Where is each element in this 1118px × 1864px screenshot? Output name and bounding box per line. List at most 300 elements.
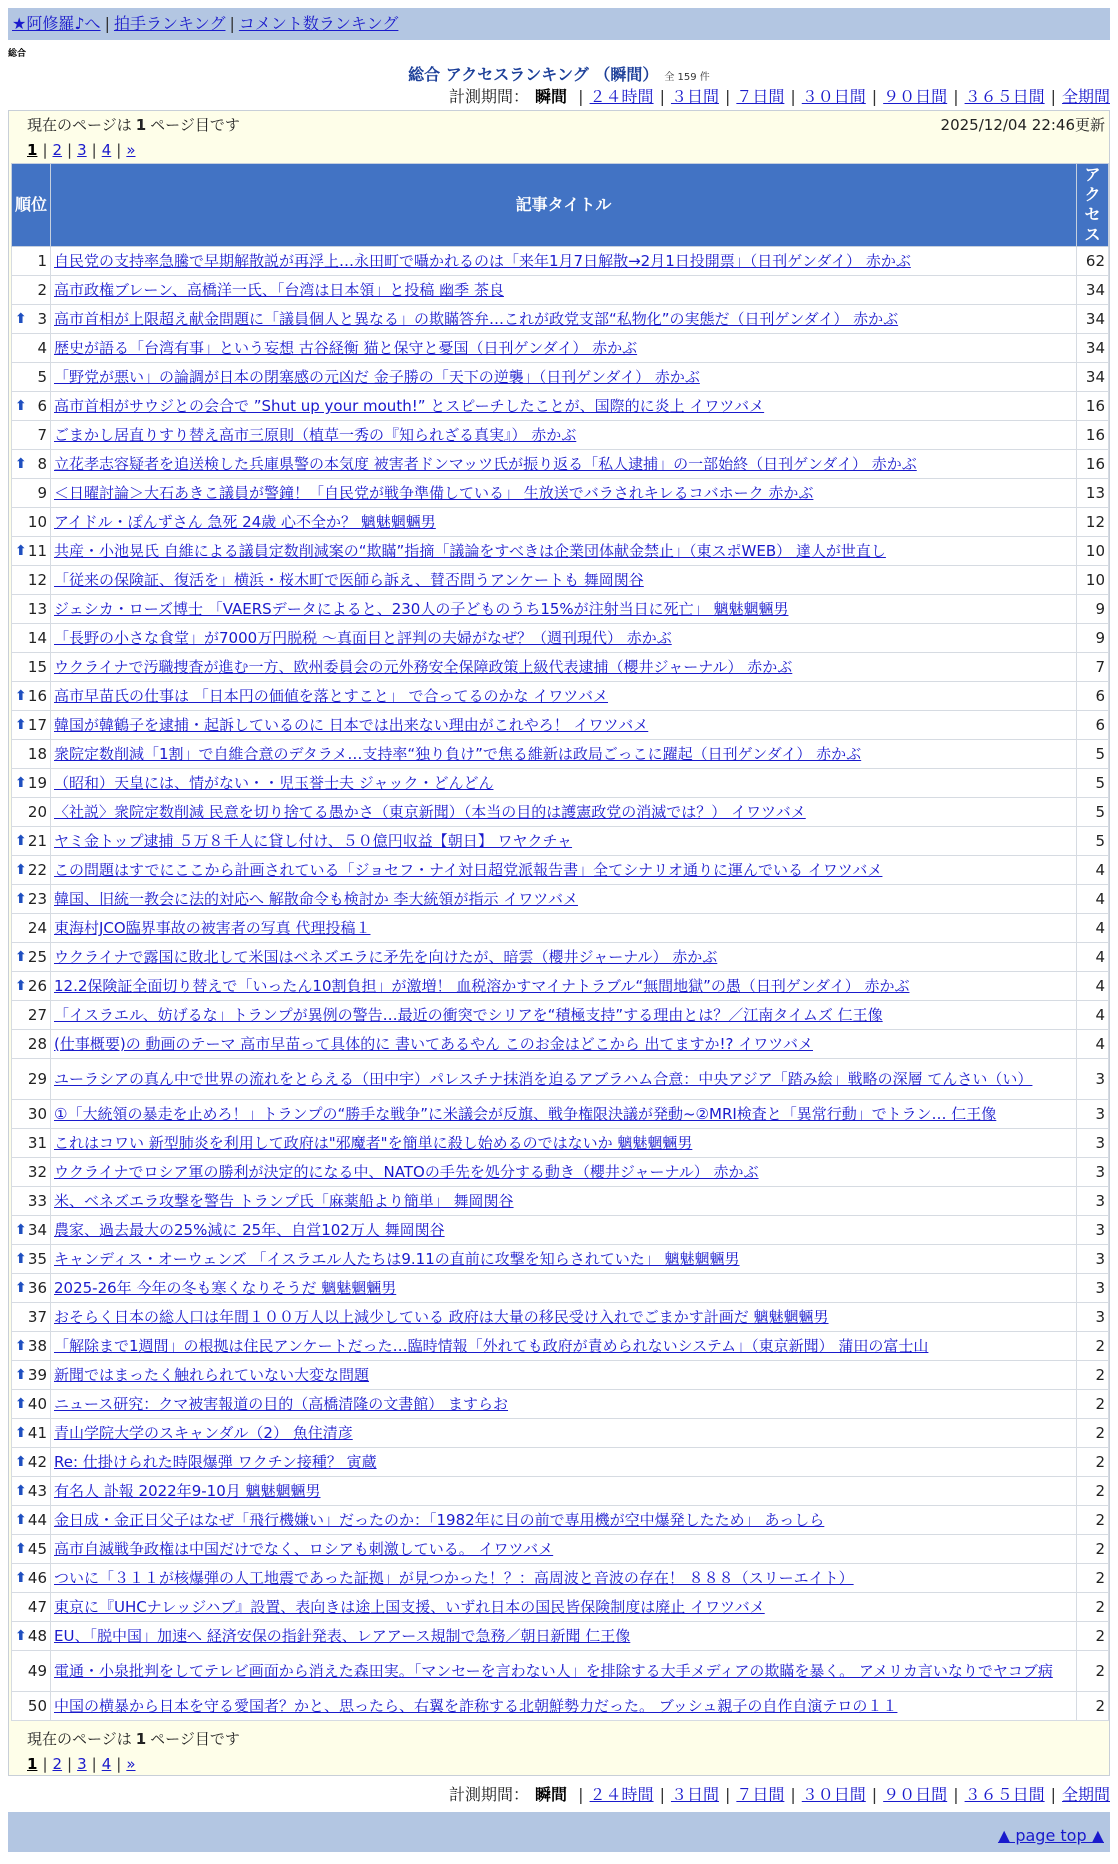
table-row bbox=[12, 653, 1109, 682]
rank-number: 30 bbox=[27, 1105, 47, 1123]
article-link[interactable]: EU、「脱中国」加速へ 経済安保の指針発表、レアアース規制で急務／朝日新聞 仁王像 bbox=[54, 1627, 631, 1645]
rank-cell bbox=[12, 856, 51, 885]
rank-number: 25 bbox=[27, 948, 47, 966]
rank-number: 35 bbox=[27, 1250, 47, 1268]
up-arrow-icon: ⬆ bbox=[15, 1222, 27, 1238]
access-count: 34 bbox=[1077, 276, 1109, 305]
article-link[interactable]: ニュース研究：クマ被害報道の目的（高橋清隆の文書館） ますらお bbox=[54, 1395, 509, 1413]
access-count: 2 bbox=[1077, 1390, 1109, 1419]
top-nav bbox=[8, 8, 1110, 40]
access-count: 13 bbox=[1077, 479, 1109, 508]
article-link[interactable]: ついに「３１１が核爆弾の人工地震であった証拠」が見つかった！？：高周波と音波の存在！ ８８８（スリーエイト） bbox=[54, 1569, 854, 1587]
period-link[interactable]: ２４時間 bbox=[589, 87, 654, 106]
table-row bbox=[12, 1692, 1109, 1721]
title-cell bbox=[51, 1332, 1077, 1361]
access-count: 7 bbox=[1077, 653, 1109, 682]
rank-cell bbox=[12, 566, 51, 595]
access-count: 2 bbox=[1077, 1332, 1109, 1361]
period-link[interactable]: ３６５日間 bbox=[964, 1785, 1045, 1804]
article-link[interactable]: 高市早苗氏の仕事は 「日本円の価値を落とすこと」 で合ってるのかな イワツバメ bbox=[54, 687, 609, 705]
rank-number: 7 bbox=[37, 426, 47, 444]
rank-number: 44 bbox=[27, 1511, 47, 1529]
pager-link[interactable]: 3 bbox=[77, 141, 87, 159]
rank-cell bbox=[12, 1535, 51, 1564]
article-link[interactable]: 高市首相が上限超え献金問題に「議員個人と異なる」の欺瞞答弁…これが政党支部“私物化”の実態だ（日刊ゲンダイ） 赤かぶ bbox=[54, 310, 899, 328]
rank-cell bbox=[12, 595, 51, 624]
title-cell bbox=[51, 1100, 1077, 1129]
period-links bbox=[572, 1785, 1110, 1804]
period-separator: | bbox=[790, 87, 796, 106]
rank-number: 23 bbox=[27, 890, 47, 908]
title-cell bbox=[51, 595, 1077, 624]
table-row bbox=[12, 392, 1109, 421]
pager-current: 1 bbox=[27, 141, 38, 159]
article-link[interactable]: Re: 仕掛けられた時限爆弾 ワクチン接種？ 寅蔵 bbox=[54, 1453, 377, 1471]
table-row bbox=[12, 479, 1109, 508]
table-row bbox=[12, 595, 1109, 624]
article-link[interactable]: 歴史が語る「台湾有事」という妄想 古谷経衡 猫と保守と憂国（日刊ゲンダイ） 赤かぶ bbox=[54, 339, 638, 357]
rank-cell bbox=[12, 653, 51, 682]
rank-cell bbox=[12, 276, 51, 305]
rank-cell bbox=[12, 1361, 51, 1390]
access-count: 3 bbox=[1077, 1129, 1109, 1158]
article-link[interactable]: ウクライナでロシア軍の勝利が決定的になる中、NATOの手先を処分する動き（櫻井ジャーナル） 赤かぶ bbox=[54, 1163, 759, 1181]
period-separator: | bbox=[659, 87, 665, 106]
page-info-bottom bbox=[27, 1729, 240, 1749]
access-count: 3 bbox=[1077, 1158, 1109, 1187]
table-row bbox=[12, 885, 1109, 914]
article-link[interactable]: 「野党が悪い」の論調が日本の閉塞感の元凶だ 金子勝の「天下の逆襲」（日刊ゲンダイ） 赤かぶ bbox=[54, 368, 700, 386]
title-cell bbox=[51, 624, 1077, 653]
up-arrow-icon: ⬆ bbox=[15, 688, 27, 704]
title-cell bbox=[51, 479, 1077, 508]
access-count: 5 bbox=[1077, 769, 1109, 798]
pager-separator: | bbox=[67, 141, 73, 159]
table-row bbox=[12, 1564, 1109, 1593]
rank-cell bbox=[12, 1692, 51, 1721]
rank-number: 43 bbox=[27, 1482, 47, 1500]
article-link[interactable]: 2025-26年 今年の冬も寒くなりそうだ 魑魅魍魎男 bbox=[54, 1279, 397, 1297]
rank-cell bbox=[12, 1100, 51, 1129]
rank-number: 34 bbox=[27, 1221, 47, 1239]
rank-cell bbox=[12, 1216, 51, 1245]
article-link[interactable]: 青山学院大学のスキャンダル（2） 魚住清彦 bbox=[54, 1424, 353, 1442]
title-cell bbox=[51, 885, 1077, 914]
rank-number: 13 bbox=[27, 600, 47, 618]
period-separator: | bbox=[953, 1785, 959, 1804]
access-count: 2 bbox=[1077, 1535, 1109, 1564]
up-arrow-icon: ⬆ bbox=[15, 1570, 27, 1586]
title-cell bbox=[51, 450, 1077, 479]
rank-number: 8 bbox=[37, 455, 47, 473]
pager-separator: | bbox=[42, 141, 48, 159]
comment-ranking-link[interactable]: コメント数ランキング bbox=[238, 14, 399, 33]
access-count: 2 bbox=[1077, 1419, 1109, 1448]
title-cell bbox=[51, 1390, 1077, 1419]
title-cell bbox=[51, 537, 1077, 566]
access-count: 3 bbox=[1077, 1303, 1109, 1332]
article-link[interactable]: ごまかし居直りすり替え高市三原則（植草一秀の『知られざる真実』） 赤かぶ bbox=[54, 426, 577, 444]
article-link[interactable]: 東海村JCO臨界事故の被害者の写真 代理投稿１ bbox=[54, 919, 371, 937]
article-link[interactable]: ジェシカ・ローズ博士 「VAERSデータによると、230人の子どものうち15%が注射当日に死亡」 魑魅魍魎男 bbox=[54, 600, 789, 618]
total-count: 全 159 件 bbox=[664, 72, 710, 83]
access-count: 4 bbox=[1077, 943, 1109, 972]
rank-number: 37 bbox=[27, 1308, 47, 1326]
table-row bbox=[12, 1332, 1109, 1361]
up-arrow-icon: ⬆ bbox=[15, 833, 27, 849]
pager-current: 1 bbox=[27, 1755, 38, 1773]
article-link[interactable]: ウクライナで汚職捜査が進む一方、欧州委員会の元外務安全保障政策上級代表逮捕（櫻井ジャーナル） 赤かぶ bbox=[54, 658, 793, 676]
rank-cell bbox=[12, 508, 51, 537]
rank-cell bbox=[12, 711, 51, 740]
access-count: 5 bbox=[1077, 740, 1109, 769]
rank-number: 11 bbox=[27, 542, 47, 560]
access-count: 2 bbox=[1077, 1477, 1109, 1506]
rank-number: 27 bbox=[27, 1006, 47, 1024]
period-link[interactable]: ３０日間 bbox=[801, 87, 866, 106]
article-link[interactable]: 〈社説〉衆院定数削減 民意を切り捨てる愚かさ（東京新聞）（本当の目的は護憲政党の消滅では？） イワツバメ bbox=[54, 803, 806, 821]
access-count: 3 bbox=[1077, 1059, 1109, 1100]
period-link[interactable]: ３日間 bbox=[670, 1785, 719, 1804]
title-cell bbox=[51, 682, 1077, 711]
article-link[interactable]: 「イスラエル、妨げるな」トランプが異例の警告…最近の衝突でシリアを“積極支持”する理由とは？／江南タイムズ 仁王像 bbox=[54, 1006, 883, 1024]
pager-separator: | bbox=[116, 141, 122, 159]
title-cell bbox=[51, 305, 1077, 334]
article-link[interactable]: 「従来の保険証、復活を」横浜・桜木町で医師ら訴え、賛否問うアンケートも 舞岡関谷 bbox=[54, 571, 644, 589]
table-row bbox=[12, 305, 1109, 334]
rank-number: 18 bbox=[27, 745, 47, 763]
access-count: 6 bbox=[1077, 682, 1109, 711]
period-link[interactable]: ７日間 bbox=[736, 1785, 785, 1804]
rank-cell bbox=[12, 1477, 51, 1506]
rank-cell bbox=[12, 1332, 51, 1361]
article-link[interactable]: 金日成・金正日父子はなぜ「飛行機嫌い」だったのか：「1982年に目の前で専用機が空中爆発したため」 あっしら bbox=[54, 1511, 825, 1529]
title-cell bbox=[51, 856, 1077, 885]
rank-number: 32 bbox=[27, 1163, 47, 1181]
table-row bbox=[12, 740, 1109, 769]
up-arrow-icon: ⬆ bbox=[15, 1280, 27, 1296]
rank-cell bbox=[12, 1651, 51, 1692]
rank-number: 48 bbox=[27, 1627, 47, 1645]
pager-next-link[interactable]: » bbox=[126, 141, 136, 159]
up-arrow-icon: ⬆ bbox=[15, 1251, 27, 1267]
article-link[interactable]: この問題はすでにここから計画されている「ジョセフ・ナイ対日超党派報告書」全てシナリオ通りに運んでいる イワツバメ bbox=[54, 861, 883, 879]
table-row bbox=[12, 421, 1109, 450]
rank-number: 39 bbox=[27, 1366, 47, 1384]
rank-number: 38 bbox=[27, 1337, 47, 1355]
period-link[interactable]: ２４時間 bbox=[589, 1785, 654, 1804]
title-cell bbox=[51, 711, 1077, 740]
rank-number: 36 bbox=[27, 1279, 47, 1297]
page-info-suffix: ページ目です bbox=[150, 116, 240, 134]
article-link[interactable]: 12.2保険証全面切り替えで「いったん10割負担」が激増！ 血税溶かすマイナトラブル“無間地獄”の愚（日刊ゲンダイ） 赤かぶ bbox=[54, 977, 910, 995]
rank-cell bbox=[12, 914, 51, 943]
rank-cell bbox=[12, 943, 51, 972]
access-count: 2 bbox=[1077, 1506, 1109, 1535]
article-link[interactable]: ユーラシアの真ん中で世界の流れをとらえる（田中宇）パレスチナ抹消を迫るアブラハム合意：中央アジア「踏み絵」戦略の深層 てんさい（い） bbox=[54, 1069, 1033, 1088]
article-link[interactable]: 有名人 訃報 2022年9-10月 魑魅魍魎男 bbox=[54, 1482, 321, 1500]
period-link[interactable]: ９０日間 bbox=[883, 87, 948, 106]
home-link[interactable]: ★阿修羅♪へ bbox=[12, 14, 101, 33]
article-link[interactable]: 自民党の支持率急騰で早期解散説が再浮上…永田町で囁かれるのは「来年1月7日解散→2月1日投開票」（日刊ゲンダイ） 赤かぶ bbox=[54, 252, 911, 270]
period-link[interactable]: ９０日間 bbox=[883, 1785, 948, 1804]
ranking-title bbox=[0, 62, 1118, 85]
period-separator: | bbox=[1050, 1785, 1056, 1804]
access-count: 34 bbox=[1077, 334, 1109, 363]
article-link[interactable]: 中国の横暴から日本を守る愛国者？かと、思ったら、右翼を詐称する北朝鮮勢力だった。 ブッシュ親子の自作自演テロの１１ bbox=[54, 1697, 898, 1715]
table-row bbox=[12, 1274, 1109, 1303]
article-link[interactable]: 「解除まで1週間」の根拠は住民アンケートだった…臨時情報「外れても政府が責められないシステム」（東京新聞） 蒲田の富士山 bbox=[54, 1337, 929, 1355]
access-count: 16 bbox=[1077, 392, 1109, 421]
article-link[interactable]: 立花孝志容疑者を追送検した兵庫県警の本気度 被害者ドンマッツ氏が振り返る「私人逮捕」の一部始終（日刊ゲンダイ） 赤かぶ bbox=[54, 455, 917, 473]
rank-cell bbox=[12, 827, 51, 856]
table-row bbox=[12, 1303, 1109, 1332]
access-count: 4 bbox=[1077, 914, 1109, 943]
period-current: 瞬間 bbox=[535, 87, 568, 106]
up-arrow-icon: ⬆ bbox=[15, 891, 27, 907]
rank-cell bbox=[12, 479, 51, 508]
period-link[interactable]: ３日間 bbox=[670, 87, 719, 106]
article-link[interactable]: 共産・小池晃氏 自維による議員定数削減案の“欺瞞”指摘「議論をすべきは企業団体献金禁止」（東スポWEB） 達人が世直し bbox=[54, 542, 886, 560]
title-cell bbox=[51, 914, 1077, 943]
rank-number: 33 bbox=[27, 1192, 47, 1210]
rank-number: 10 bbox=[27, 513, 47, 531]
title-cell bbox=[51, 276, 1077, 305]
table-row bbox=[12, 1506, 1109, 1535]
ranking-rows bbox=[12, 247, 1109, 1721]
access-count: 12 bbox=[1077, 508, 1109, 537]
up-arrow-icon: ⬆ bbox=[15, 311, 27, 327]
table-row bbox=[12, 247, 1109, 276]
pager-separator: | bbox=[116, 1755, 122, 1773]
title-cell bbox=[51, 1477, 1077, 1506]
pager-link[interactable]: 3 bbox=[77, 1755, 87, 1773]
title-cell bbox=[51, 392, 1077, 421]
rank-number: 40 bbox=[27, 1395, 47, 1413]
access-count: 2 bbox=[1077, 1593, 1109, 1622]
up-arrow-icon: ⬆ bbox=[15, 1425, 27, 1441]
pager-separator: | bbox=[91, 1755, 97, 1773]
access-count: 2 bbox=[1077, 1361, 1109, 1390]
page-top-link[interactable]: ▲ page top ▲ bbox=[997, 1826, 1104, 1845]
title-cell bbox=[51, 247, 1077, 276]
period-link[interactable]: ３６５日間 bbox=[964, 87, 1045, 106]
access-count: 4 bbox=[1077, 972, 1109, 1001]
rank-number: 22 bbox=[27, 861, 47, 879]
rank-cell bbox=[12, 1390, 51, 1419]
table-row bbox=[12, 1030, 1109, 1059]
article-link[interactable]: ヤミ金トップ逮捕 ５万８千人に貸し付け、５０億円収益【朝日】 ワヤクチャ bbox=[54, 832, 573, 850]
access-count: 3 bbox=[1077, 1216, 1109, 1245]
access-count: 2 bbox=[1077, 1622, 1109, 1651]
rank-number: 5 bbox=[37, 368, 47, 386]
rank-cell bbox=[12, 1030, 51, 1059]
page-info-prefix: 現在のページは bbox=[27, 1730, 132, 1748]
up-arrow-icon: ⬆ bbox=[15, 1628, 27, 1644]
rank-number: 29 bbox=[27, 1070, 47, 1088]
access-count: 9 bbox=[1077, 624, 1109, 653]
period-links bbox=[572, 87, 1110, 106]
rank-number: 16 bbox=[27, 687, 47, 705]
table-row bbox=[12, 334, 1109, 363]
table-row bbox=[12, 1361, 1109, 1390]
article-link[interactable]: おそらく日本の総人口は年間１００万人以上減少している 政府は大量の移民受け入れでごまかす計画だ 魑魅魍魎男 bbox=[54, 1308, 829, 1326]
rank-number: 47 bbox=[27, 1598, 47, 1616]
table-row bbox=[12, 682, 1109, 711]
rank-cell bbox=[12, 247, 51, 276]
table-row bbox=[12, 798, 1109, 827]
rank-cell bbox=[12, 1001, 51, 1030]
period-separator: | bbox=[790, 1785, 796, 1804]
rank-cell bbox=[12, 421, 51, 450]
title-cell bbox=[51, 1506, 1077, 1535]
period-link[interactable]: ７日間 bbox=[736, 87, 785, 106]
article-link[interactable]: これはコワい 新型肺炎を利用して政府は"邪魔者"を簡単に殺し始めるのではないか 魑魅魍魎男 bbox=[54, 1134, 693, 1152]
header-title: 記事タイトル bbox=[51, 164, 1077, 247]
period-link[interactable]: 全期間 bbox=[1061, 1785, 1110, 1804]
rank-cell bbox=[12, 1245, 51, 1274]
title-cell bbox=[51, 1651, 1077, 1692]
access-count: 6 bbox=[1077, 711, 1109, 740]
table-row bbox=[12, 711, 1109, 740]
up-arrow-icon: ⬆ bbox=[15, 775, 27, 791]
pager-link[interactable]: 4 bbox=[101, 1755, 112, 1773]
table-row bbox=[12, 827, 1109, 856]
table-row bbox=[12, 1001, 1109, 1030]
title-cell bbox=[51, 1593, 1077, 1622]
rank-cell bbox=[12, 1506, 51, 1535]
title-cell bbox=[51, 1001, 1077, 1030]
rank-number: 45 bbox=[27, 1540, 47, 1558]
rank-number: 2 bbox=[37, 281, 47, 299]
title-cell bbox=[51, 1419, 1077, 1448]
up-arrow-icon: ⬆ bbox=[15, 456, 27, 472]
access-count: 2 bbox=[1077, 1448, 1109, 1477]
period-separator: | bbox=[659, 1785, 665, 1804]
pager-link[interactable]: 2 bbox=[52, 1755, 63, 1773]
table-row bbox=[12, 1535, 1109, 1564]
rank-number: 31 bbox=[27, 1134, 47, 1152]
title-cell bbox=[51, 1129, 1077, 1158]
nav-separator: | bbox=[229, 14, 235, 33]
rank-cell bbox=[12, 1187, 51, 1216]
article-link[interactable]: (仕事概要)の 動画のテーマ 高市早苗って具体的に 書いてあるやん このお金はどこから 出てますか!? イワツバメ bbox=[54, 1035, 813, 1053]
rank-number: 41 bbox=[27, 1424, 47, 1442]
pager-link[interactable]: 2 bbox=[52, 141, 63, 159]
pager-next-link[interactable]: » bbox=[126, 1755, 136, 1773]
article-link[interactable]: 高市首相がサウジとの会合で ”Shut up your mouth!” とスピーチしたことが、国際的に炎上 イワツバメ bbox=[54, 397, 765, 415]
table-row bbox=[12, 914, 1109, 943]
rank-number: 17 bbox=[27, 716, 47, 734]
ranking-title-text: 総合 アクセスランキング （瞬間） bbox=[408, 65, 659, 84]
up-arrow-icon: ⬆ bbox=[15, 717, 27, 733]
article-link[interactable]: ①「大統領の暴走を止めろ！」トランプの“勝手な戦争”に米議会が反旗、戦争権限決議が発動~②MRI検査と「異常行動」でトラン… 仁王像 bbox=[54, 1105, 997, 1123]
access-count: 4 bbox=[1077, 1030, 1109, 1059]
up-arrow-icon: ⬆ bbox=[15, 978, 27, 994]
article-link[interactable]: ウクライナで露国に敗北して米国はベネズエラに矛先を向けたが、暗雲（櫻井ジャーナル） 赤かぶ bbox=[54, 948, 718, 966]
clap-ranking-link[interactable]: 拍手ランキング bbox=[113, 14, 226, 33]
title-cell bbox=[51, 740, 1077, 769]
article-link[interactable]: 農家、過去最大の25%減に 25年、自営102万人 舞岡関谷 bbox=[54, 1221, 445, 1239]
category-label: 総合 bbox=[8, 49, 27, 59]
rank-cell bbox=[12, 392, 51, 421]
rank-cell bbox=[12, 624, 51, 653]
rank-cell bbox=[12, 1622, 51, 1651]
table-row bbox=[12, 276, 1109, 305]
table-header-row bbox=[12, 164, 1109, 247]
article-link[interactable]: 高市政権ブレーン、高橋洋一氏、「台湾は日本領」と投稿 幽季 茶良 bbox=[54, 281, 504, 299]
up-arrow-icon: ⬆ bbox=[15, 1512, 27, 1528]
title-cell bbox=[51, 1245, 1077, 1274]
title-cell bbox=[51, 1692, 1077, 1721]
period-link[interactable]: ３０日間 bbox=[801, 1785, 866, 1804]
article-link[interactable]: 韓国、旧統一教会に法的対応へ 解散命令も検討か 李大統領が指示 イワツバメ bbox=[54, 890, 579, 908]
header-rank: 順位 bbox=[12, 164, 51, 247]
rank-number: 42 bbox=[27, 1453, 47, 1471]
access-count: 10 bbox=[1077, 566, 1109, 595]
rank-number: 1 bbox=[37, 252, 47, 270]
access-count: 10 bbox=[1077, 537, 1109, 566]
up-arrow-icon: ⬆ bbox=[15, 1483, 27, 1499]
table-row bbox=[12, 972, 1109, 1001]
article-link[interactable]: 東京に『UHCナレッジハブ』設置、表向きは途上国支援、いずれ日本の国民皆保険制度は廃止 イワツバメ bbox=[54, 1598, 765, 1616]
access-count: 4 bbox=[1077, 1001, 1109, 1030]
updated-timestamp: 2025/12/04 22:46更新 bbox=[940, 116, 1105, 134]
title-cell bbox=[51, 798, 1077, 827]
access-count: 2 bbox=[1077, 1651, 1109, 1692]
article-link[interactable]: 電通・小泉批判をしてテレビ画面から消えた森田実。「マンセーを言わない人」を排除する大手メディアの欺瞞を暴く。 アメリカ言いなりでヤコブ病 bbox=[54, 1661, 1053, 1680]
title-cell bbox=[51, 1158, 1077, 1187]
rank-cell bbox=[12, 450, 51, 479]
article-link[interactable]: 衆院定数削減「1割」で自維合意のデタラメ…支持率“独り負け”で焦る維新は政局ごっこに躍起（日刊ゲンダイ） 赤かぶ bbox=[54, 745, 862, 763]
page-info-number: 1 bbox=[135, 1730, 147, 1748]
rank-number: 21 bbox=[27, 832, 47, 850]
rank-number: 9 bbox=[37, 484, 47, 502]
rank-cell bbox=[12, 972, 51, 1001]
article-link[interactable]: 新聞ではまったく触れられていない大変な問題 bbox=[54, 1366, 370, 1384]
ranking-table bbox=[11, 163, 1109, 1721]
period-link[interactable]: 全期間 bbox=[1061, 87, 1110, 106]
period-separator: | bbox=[724, 87, 731, 106]
article-link[interactable]: 高市自滅戦争政権は中国だけでなく、ロシアも刺激している。 イワツバメ bbox=[54, 1540, 554, 1558]
title-cell bbox=[51, 1187, 1077, 1216]
pager-bottom bbox=[27, 1753, 136, 1775]
table-row bbox=[12, 1158, 1109, 1187]
article-link[interactable]: 「長野の小さな食堂」が7000万円脱税 〜真面目と評判の夫婦がなぜ？（週刊現代） 赤かぶ bbox=[54, 629, 672, 647]
table-row bbox=[12, 1622, 1109, 1651]
period-separator: | bbox=[953, 87, 959, 106]
article-link[interactable]: アイドル・ぽんずさん 急死 24歳 心不全か？ 魑魅魍魎男 bbox=[54, 513, 436, 531]
rank-cell bbox=[12, 1448, 51, 1477]
period-separator: | bbox=[578, 87, 584, 106]
article-link[interactable]: 米、ベネズエラ攻撃を警告 トランプ氏「麻薬船より簡単」 舞岡関谷 bbox=[54, 1192, 514, 1210]
rank-cell bbox=[12, 537, 51, 566]
article-link[interactable]: 韓国が韓鶴子を逮捕・起訴しているのに 日本では出来ない理由がこれやろ！ イワツバメ bbox=[54, 716, 649, 734]
period-separator: | bbox=[871, 87, 878, 106]
table-row bbox=[12, 1448, 1109, 1477]
pager-link[interactable]: 4 bbox=[101, 141, 112, 159]
article-link[interactable]: （昭和）天皇には、情がない・・児玉誉士夫 ジャック・どんどん bbox=[54, 774, 494, 792]
table-row bbox=[12, 566, 1109, 595]
access-count: 9 bbox=[1077, 595, 1109, 624]
page-info-suffix: ページ目です bbox=[150, 1730, 240, 1748]
article-link[interactable]: ＜日曜討論＞大石あきこ議員が警鐘！「自民党が戦争準備している」 生放送でバラされキレるコバホーク 赤かぶ bbox=[54, 484, 814, 502]
article-link[interactable]: キャンディス・オーウェンズ 「イスラエル人たちは9.11の直前に攻撃を知らされていた」 魑魅魍魎男 bbox=[54, 1250, 740, 1268]
rank-number: 28 bbox=[27, 1035, 47, 1053]
rank-number: 26 bbox=[27, 977, 47, 995]
title-cell bbox=[51, 1030, 1077, 1059]
rank-number: 50 bbox=[27, 1697, 47, 1715]
